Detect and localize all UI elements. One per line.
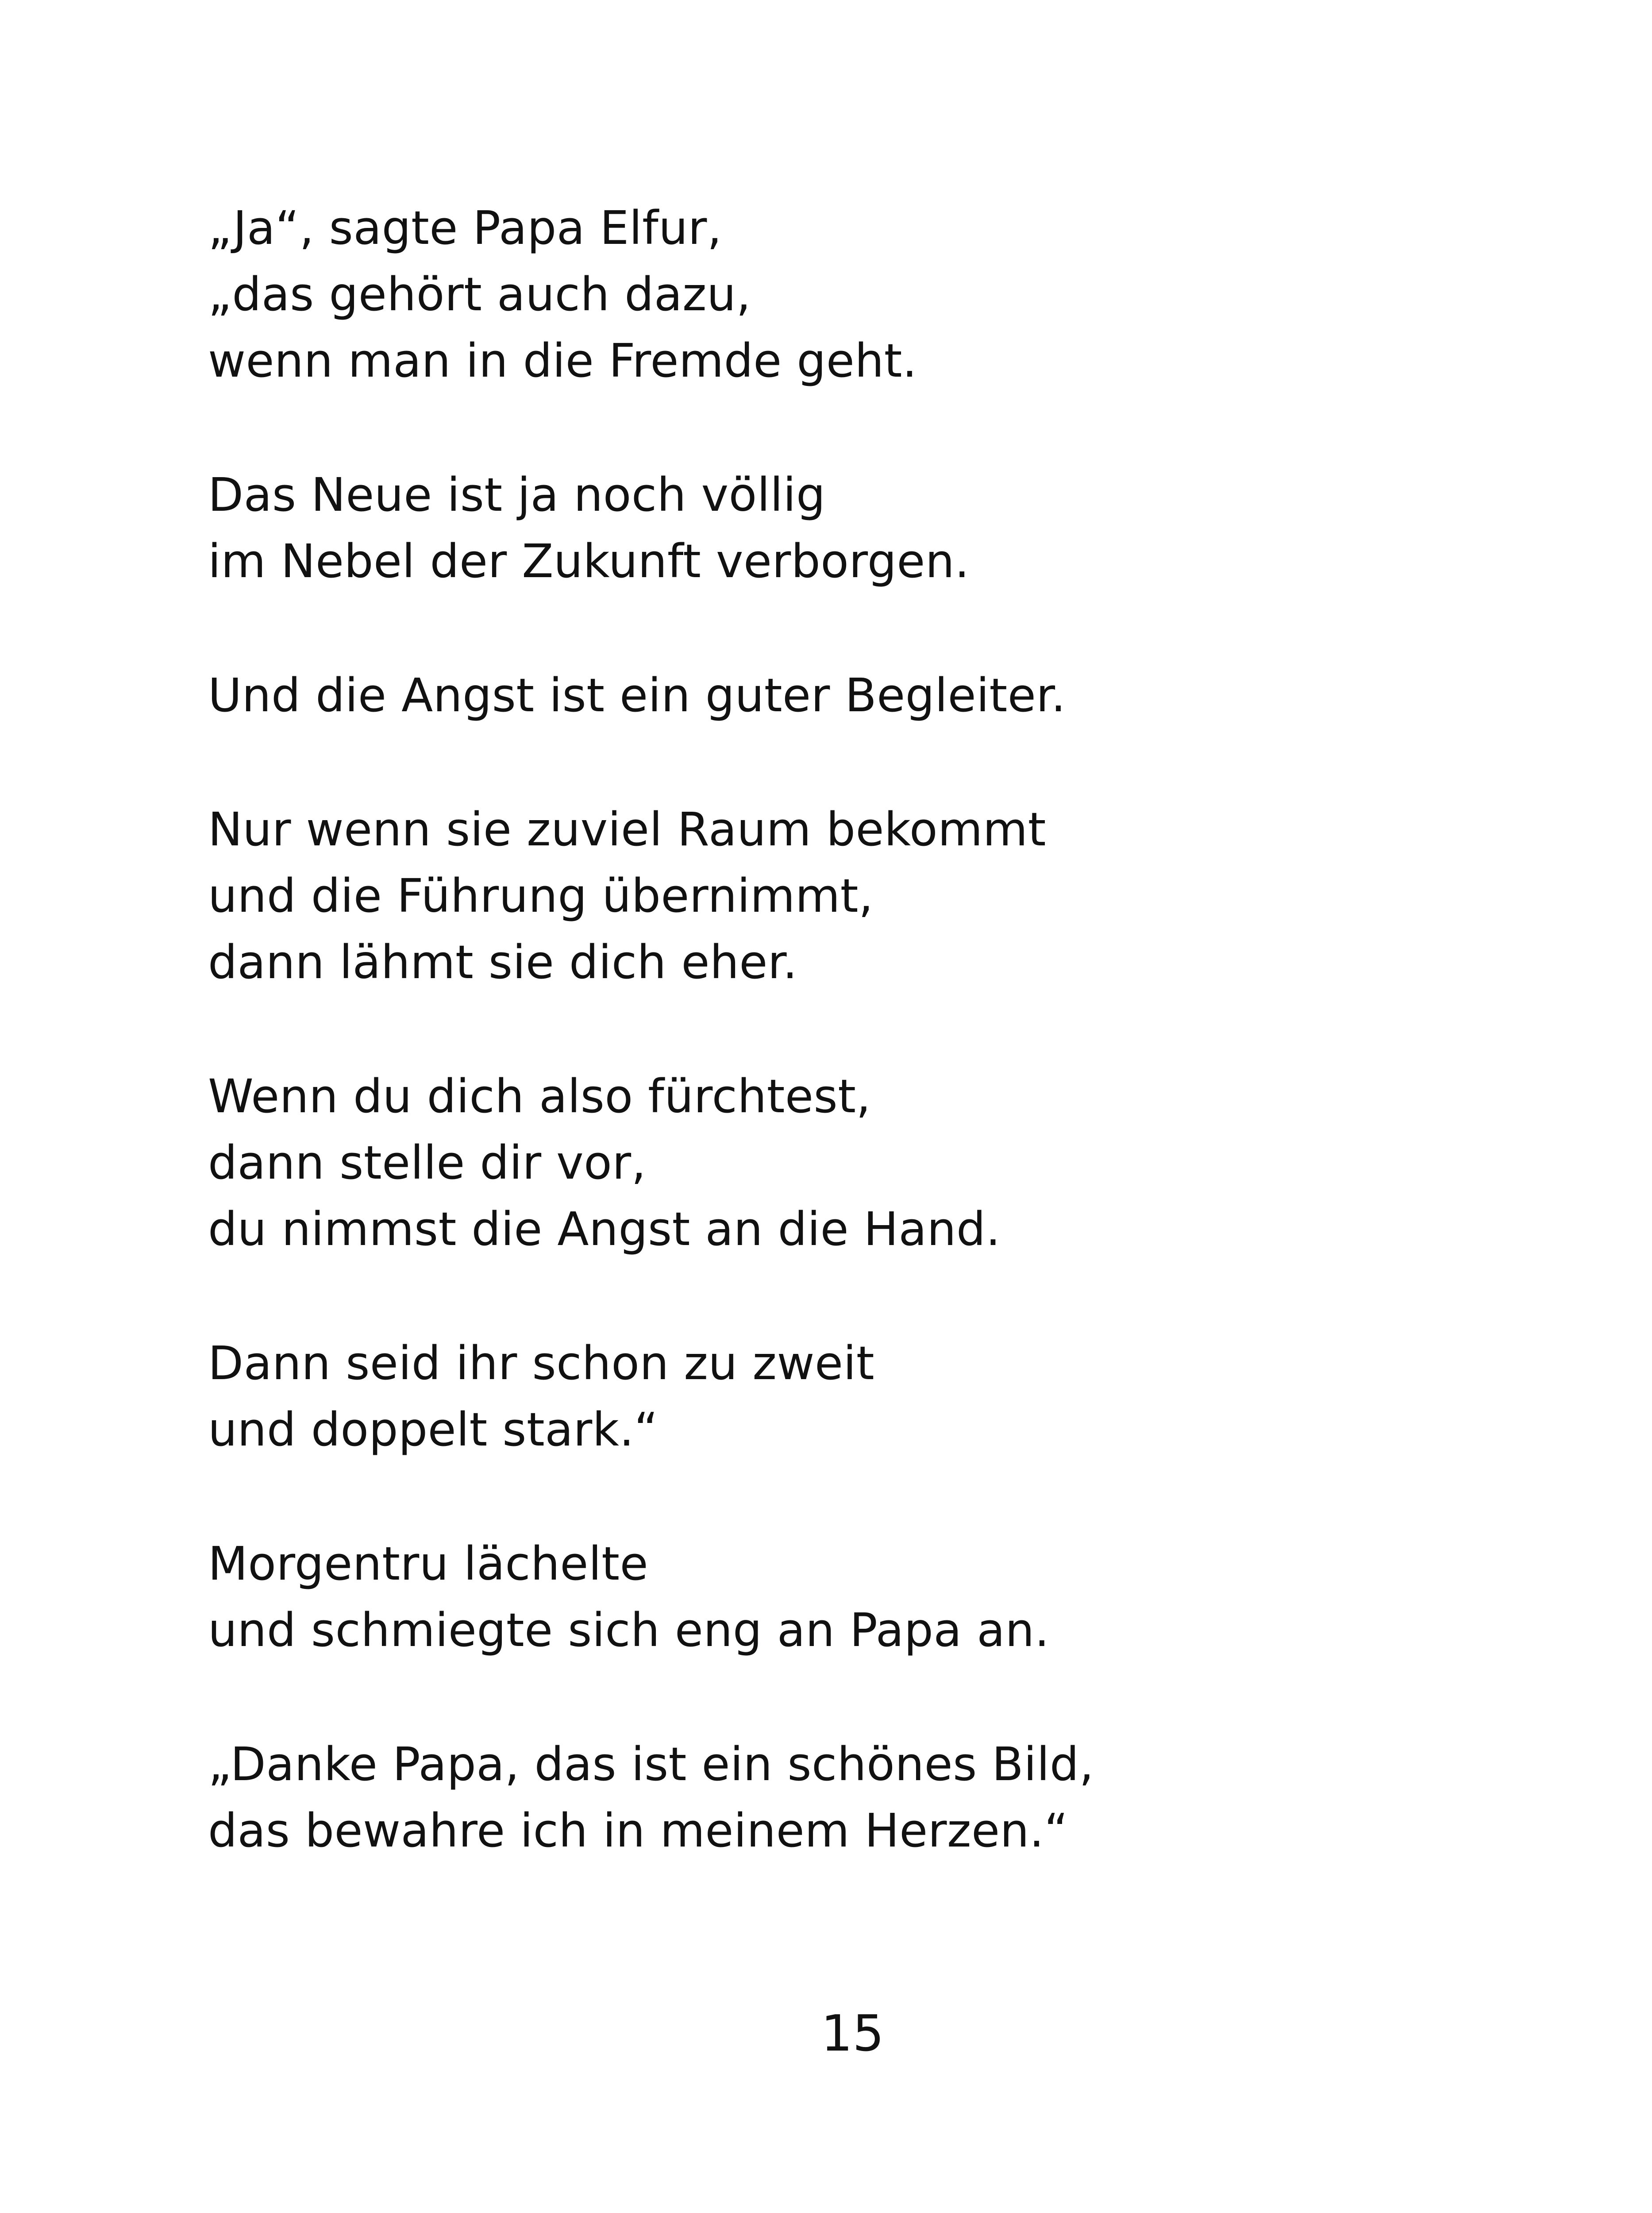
poem-line: Das Neue ist ja noch völlig: [208, 468, 826, 522]
poem-line: „das gehört auch dazu,: [208, 267, 751, 321]
poem-line: Und die Angst ist ein guter Begleiter.: [208, 668, 1066, 722]
page-number: 15: [821, 2005, 884, 2063]
poem-line: Morgentru lächelte: [208, 1537, 649, 1591]
stanza-6: [208, 1330, 1536, 1463]
poem-line: und doppelt stark.“: [208, 1403, 658, 1457]
poem-line: „Ja“, sagte Papa Elfur,: [208, 201, 722, 255]
poem-line: und schmiegte sich eng an Papa an.: [208, 1603, 1050, 1657]
poem-line: Wenn du dich also fürchtest,: [208, 1069, 871, 1123]
poem-line: und die Führung übernimmt,: [208, 869, 874, 923]
stanza-5: [208, 1063, 1536, 1262]
poem-line: „Danke Papa, das ist ein schönes Bild,: [208, 1737, 1094, 1791]
poem-line: du nimmst die Angst an die Hand.: [208, 1202, 1001, 1256]
stanza-8: [208, 1731, 1536, 1864]
poem-line: dann lähmt sie dich eher.: [208, 935, 798, 989]
poem-line: das bewahre ich in meinem Herzen.“: [208, 1804, 1068, 1858]
stanza-3: [208, 662, 1536, 729]
stanza-2: [208, 462, 1536, 594]
stanza-1: [208, 195, 1536, 394]
poem-line: dann stelle dir vor,: [208, 1136, 647, 1190]
poem-line: Dann seid ihr schon zu zweit: [208, 1336, 875, 1390]
poem-line: wenn man in die Fremde geht.: [208, 334, 917, 388]
poem-text: [208, 195, 1536, 1864]
stanza-7: [208, 1531, 1536, 1663]
poem-line: Nur wenn sie zuviel Raum bekommt: [208, 802, 1046, 856]
stanza-4: [208, 796, 1536, 995]
poem-line: im Nebel der Zukunft verborgen.: [208, 534, 970, 588]
